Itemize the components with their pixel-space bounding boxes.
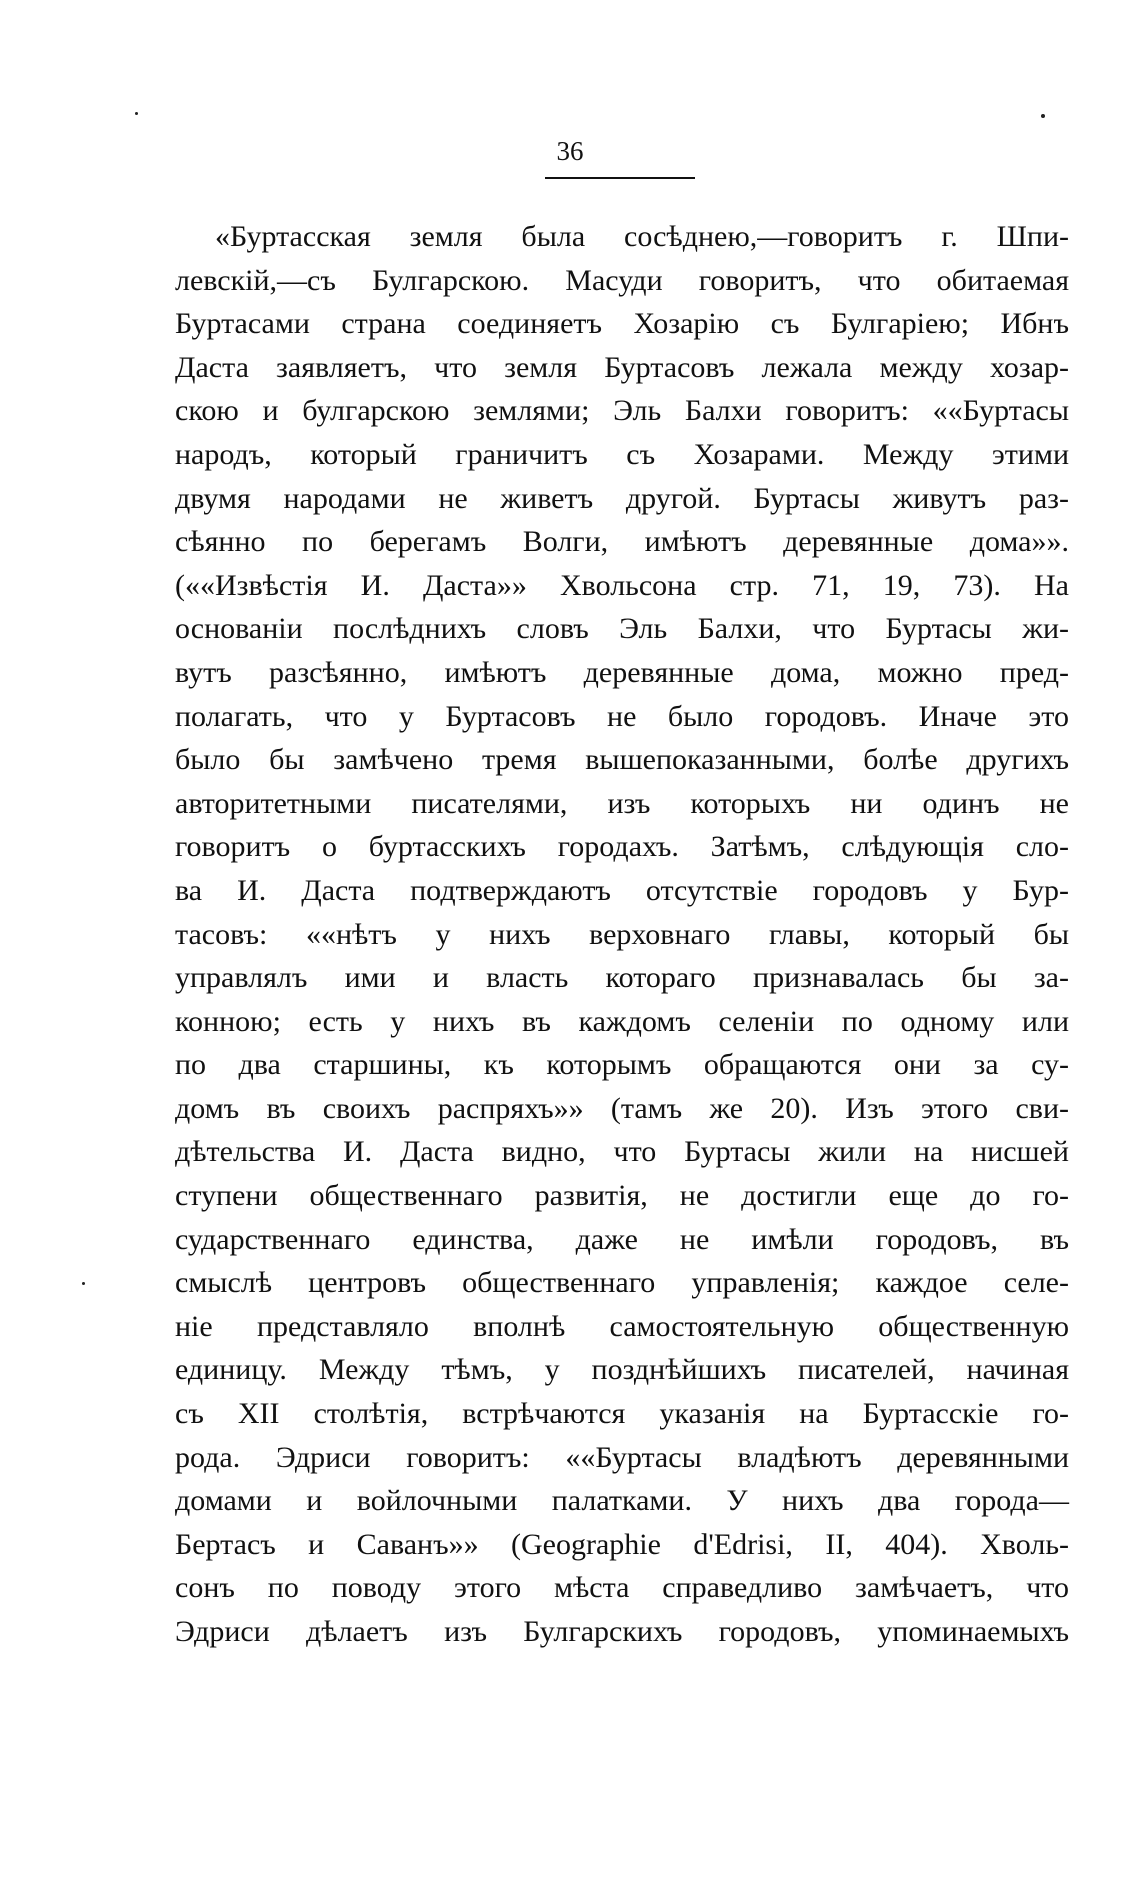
text-line: домъ въ своихъ распряхъ»» (тамъ же 20). Изъ этого сви- — [175, 1091, 1069, 1125]
text-line: скою и булгарскою землями; Эль Балхи говоритъ: ««Буртасы — [175, 394, 1069, 428]
text-line: вутъ разсѣянно, имѣютъ деревянные дома, можно пред- — [175, 655, 1069, 689]
page-number: 36 — [556, 136, 584, 166]
text-line: домами и войлочными палатками. У нихъ два города— — [175, 1484, 1069, 1518]
text-line: съ XII столѣтія, встрѣчаются указанія на Буртасскіе го- — [175, 1397, 1069, 1431]
text-line: левскій,—съ Булгарскою. Масуди говоритъ, что обитаемая — [175, 263, 1069, 297]
text-line: дѣтельства И. Даста видно, что Буртасы жили на нисшей — [175, 1135, 1069, 1169]
text-line: (««Извѣстія И. Даста»» Хвольсона стр. 71, 19, 73). На — [175, 568, 1069, 602]
text-line: Эдриси дѣлаетъ изъ Булгарскихъ городовъ, упоминаемыхъ — [175, 1615, 1069, 1648]
text-line: двумя народами не живетъ другой. Буртасы живутъ раз- — [175, 481, 1069, 515]
text-line: тасовъ: ««нѣтъ у нихъ верховнаго главы, который бы — [175, 917, 1069, 951]
text-line: ніе представляло вполнѣ самостоятельную общественную — [175, 1309, 1069, 1343]
text-line: ва И. Даста подтверждаютъ отсутствіе городовъ у Бур- — [175, 873, 1069, 907]
text-line: Бертасъ и Саванъ»» (Geographie d'Edrisi, II, 404). Хволь- — [175, 1527, 1069, 1561]
text-line: сударственнаго единства, даже не имѣли городовъ, въ — [175, 1222, 1069, 1256]
text-line: смыслѣ центровъ общественнаго управленія; каждое селе- — [175, 1266, 1069, 1300]
text-line: полагать, что у Буртасовъ не было городовъ. Иначе это — [175, 699, 1069, 733]
text-line: управлялъ ими и власть котораго признавалась бы за- — [175, 961, 1069, 995]
text-line: сонъ по поводу этого мѣста справедливо замѣчаетъ, что — [175, 1571, 1069, 1605]
text-line: народъ, который граничитъ съ Хозарами. Между этими — [175, 437, 1069, 471]
text-line: сѣянно по берегамъ Волги, имѣютъ деревянные дома»». — [175, 525, 1069, 559]
print-speck — [82, 1282, 85, 1285]
print-speck — [1041, 114, 1045, 118]
page-number-rule — [545, 177, 695, 179]
text-line: Даста заявляетъ, что земля Буртасовъ лежала между хозар- — [175, 350, 1069, 384]
text-line: ступени общественнаго развитія, не достигли еще до го- — [175, 1179, 1069, 1213]
text-line: было бы замѣчено тремя вышепоказанными, болѣе другихъ — [175, 743, 1069, 777]
text-line: по два старшины, къ которымъ обращаются они за су- — [175, 1048, 1069, 1082]
text-line: конною; есть у нихъ въ каждомъ селеніи по одному или — [175, 1004, 1069, 1038]
text-line: «Буртасская земля была сосѣднею,—говоритъ г. Шпи- — [215, 220, 1069, 253]
text-line: единицу. Между тѣмъ, у позднѣйшихъ писателей, начиная — [175, 1353, 1069, 1387]
text-line: Буртасами страна соединяетъ Хозарію съ Булгаріею; Ибнъ — [175, 307, 1069, 341]
text-line: говоритъ о буртасскихъ городахъ. Затѣмъ, слѣдующія сло- — [175, 830, 1069, 864]
print-speck — [135, 112, 138, 115]
body-text — [175, 215, 1069, 1654]
text-line: авторитетными писателями, изъ которыхъ ни одинъ не — [175, 786, 1069, 820]
text-line: рода. Эдриси говоритъ: ««Буртасы владѣютъ деревянными — [175, 1440, 1069, 1474]
text-line: основаніи послѣднихъ словъ Эль Балхи, что Буртасы жи- — [175, 612, 1069, 646]
